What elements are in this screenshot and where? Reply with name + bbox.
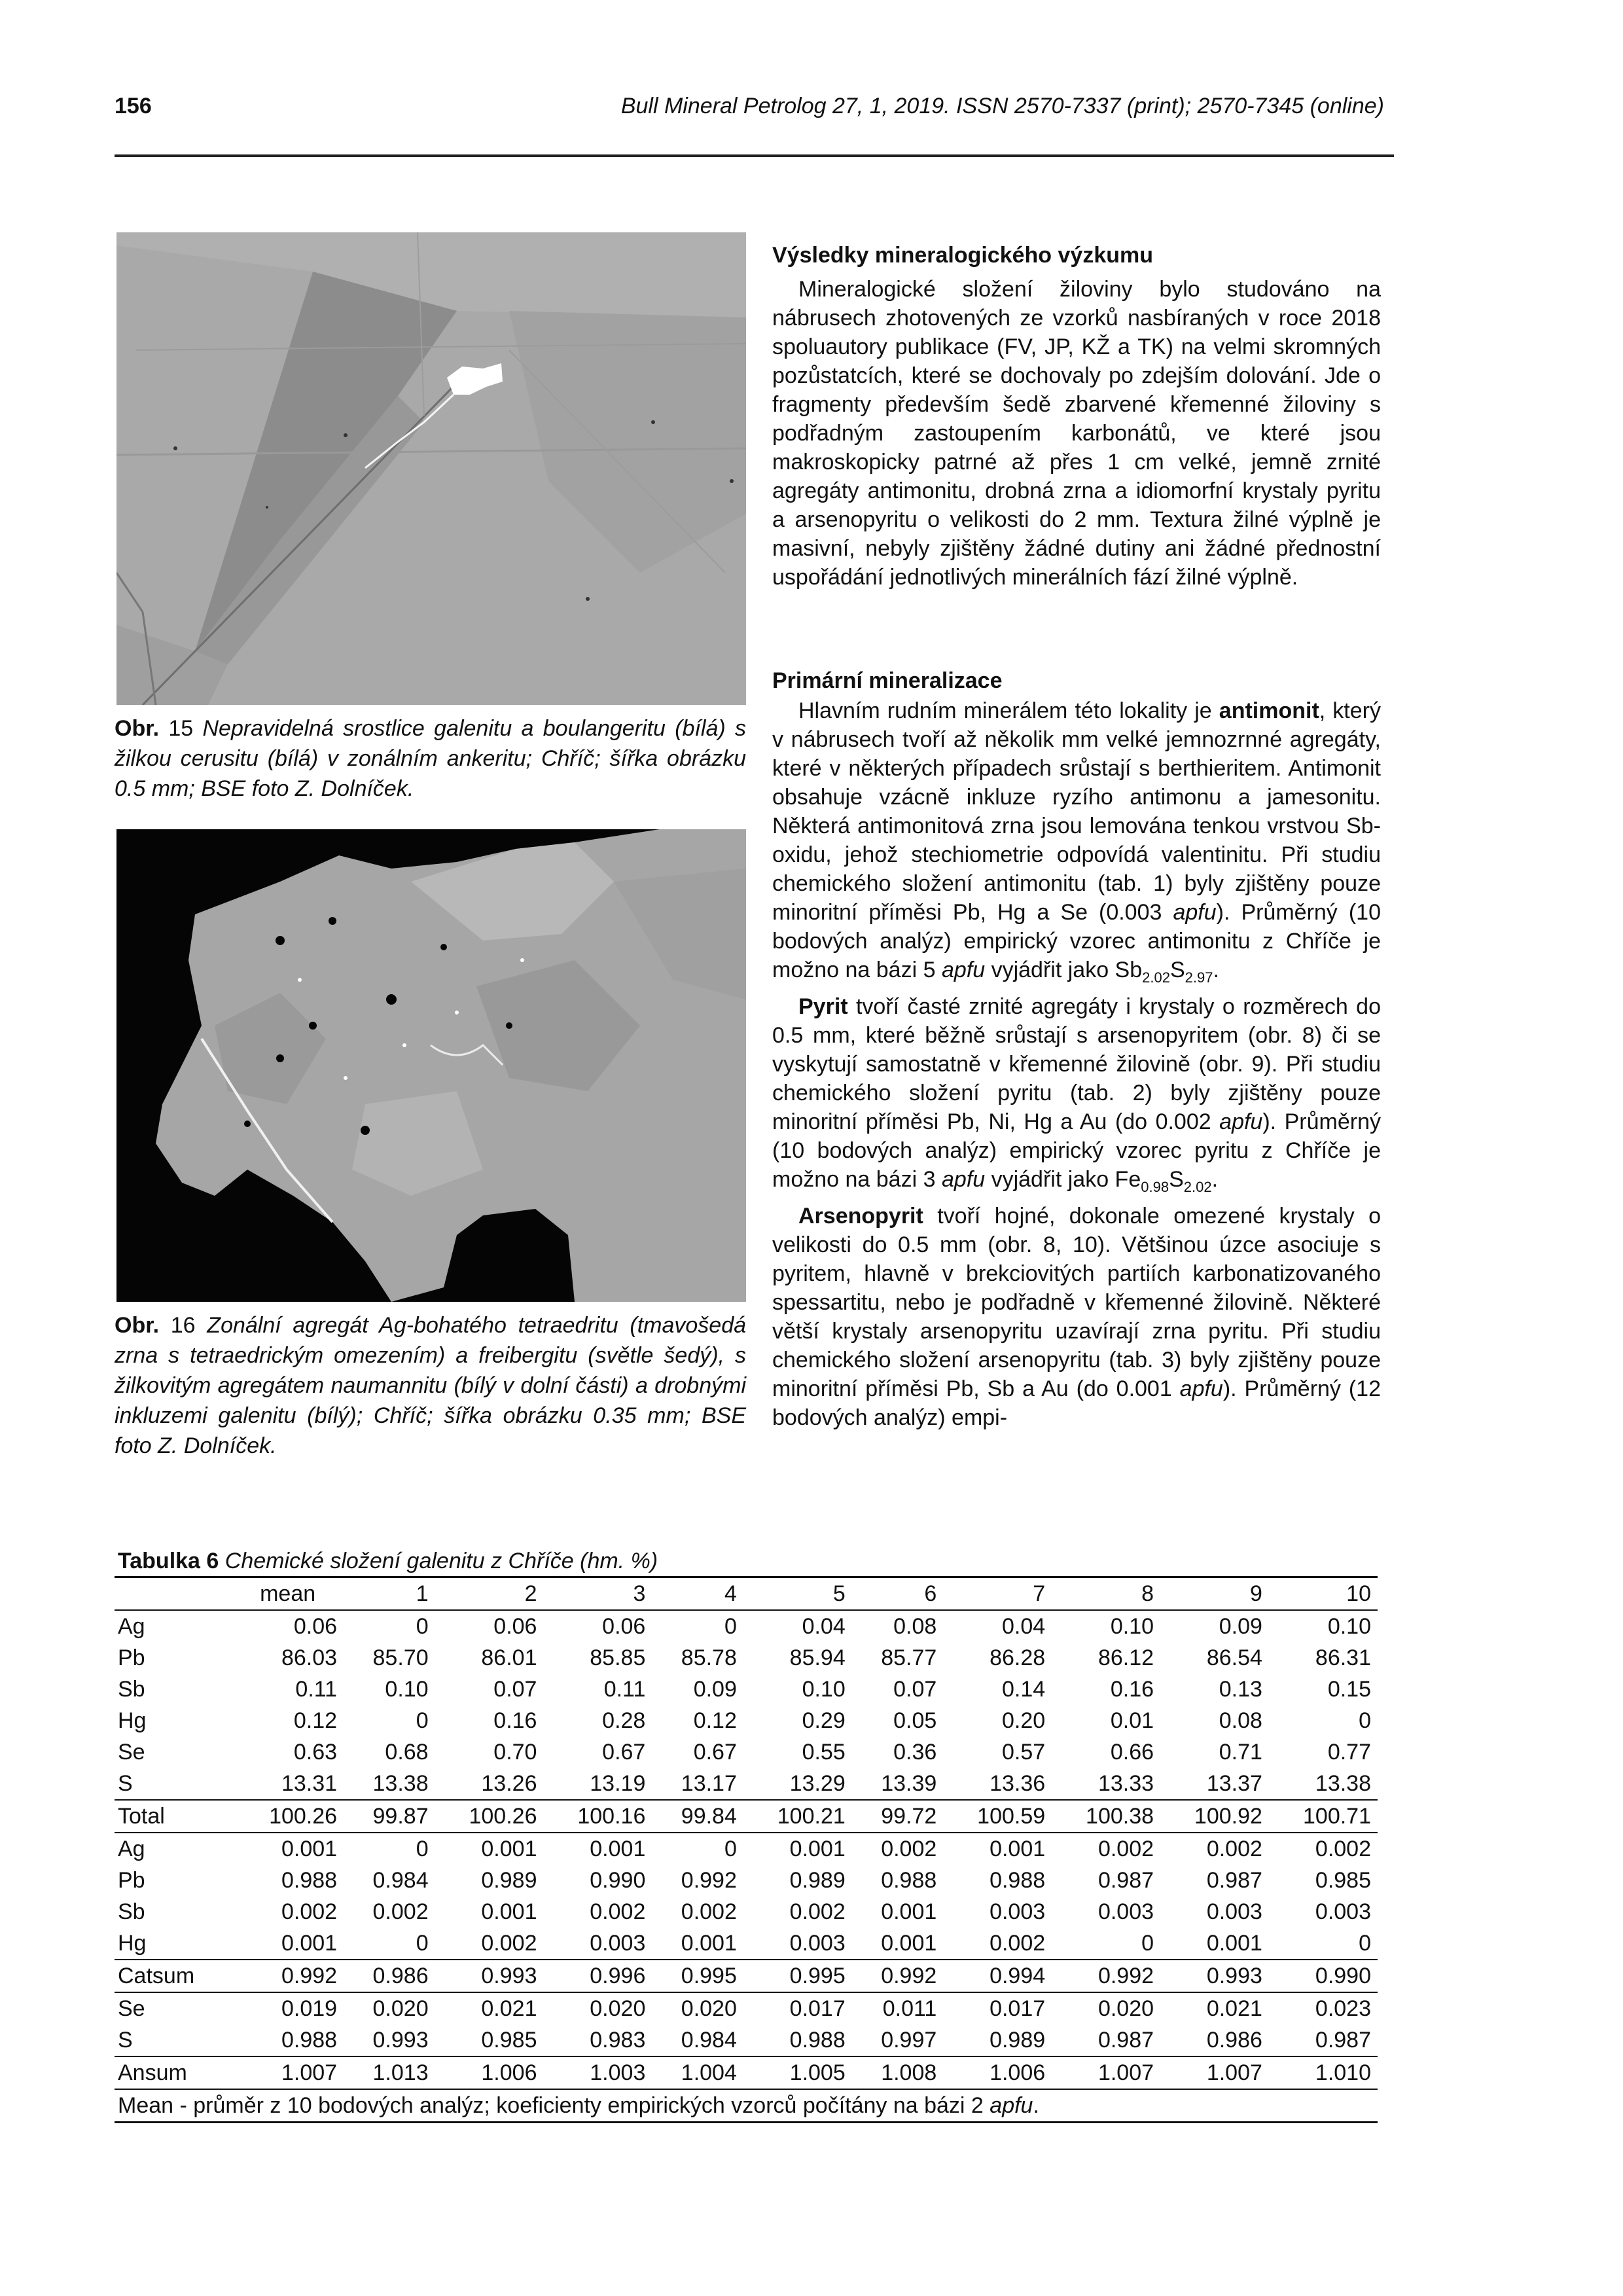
figure-16-caption-text: Zonální agregát Ag-bohatého tetraedritu (tmavošedá zrna s tetraedrickým omezením) a freibergitu (světle šedý), s žilkovitým agregátem naumannitu (bílý v dolní části) a drobnými inkluzemi galenitu (bílý); Chříč; šířka obrázku 0.35 mm; BSE foto Z. Dolníček. xyxy=(115,1313,747,1458)
primary-mineralization-section xyxy=(772,696,1381,1432)
table-cell: 0.09 xyxy=(693,1676,737,1702)
table-cell: 0.002 xyxy=(590,1899,646,1924)
table-row-label: S xyxy=(118,2027,133,2053)
table-cell: 100.26 xyxy=(235,1800,344,1833)
table-row xyxy=(115,1896,1378,1928)
table-row xyxy=(115,1928,1378,1960)
table-cell: 0.997 xyxy=(881,2027,937,2053)
table-cell: 0.993 xyxy=(435,1960,544,1992)
results-heading: Výsledky mineralogického výzkumu xyxy=(772,243,1154,268)
table-cell: 1.004 xyxy=(652,2056,743,2089)
journal-citation: Bull Mineral Petrolog 27, 1, 2019. ISSN 2570-7337 (print); 2570-7345 (online) xyxy=(620,94,1384,118)
table-cell: 13.33 xyxy=(1097,1770,1154,1796)
table-cell: 0.55 xyxy=(802,1739,846,1765)
table-cell: 13.38 xyxy=(1315,1770,1371,1796)
table-row xyxy=(115,2056,1378,2089)
table-6-label: Tabulka 6 xyxy=(118,1549,219,1573)
table-cell: 0.020 xyxy=(652,1992,743,2024)
table-cell: 0.11 xyxy=(295,1676,338,1702)
table-cell: 0.07 xyxy=(893,1676,937,1702)
table-header-cell: 10 xyxy=(1269,1577,1378,1611)
table-cell: 99.72 xyxy=(852,1800,944,1833)
table-cell: 0.003 xyxy=(789,1930,846,1956)
table-cell: 0.021 xyxy=(435,1992,544,2024)
table-cell: 0.017 xyxy=(943,1992,1052,2024)
table-cell: 0 xyxy=(416,1613,429,1639)
table-row xyxy=(115,1800,1378,1833)
table-cell: 86.12 xyxy=(1097,1645,1154,1670)
table-cell: 0.985 xyxy=(1315,1867,1371,1893)
table-cell: 0.07 xyxy=(493,1676,537,1702)
table-cell: 0.66 xyxy=(1110,1739,1154,1765)
table-cell: 86.54 xyxy=(1206,1645,1262,1670)
table-cell: 0.003 xyxy=(990,1899,1046,1924)
table-cell: 0.67 xyxy=(602,1739,646,1765)
page-number: 156 xyxy=(115,94,152,118)
table-row-label: Pb xyxy=(118,1867,145,1893)
table-cell: 0.10 xyxy=(385,1676,429,1702)
antimonit-term: antimonit xyxy=(1219,698,1319,723)
table-row xyxy=(115,1610,1378,1642)
table-cell: 0.12 xyxy=(693,1708,737,1733)
table-cell: 13.19 xyxy=(590,1770,646,1796)
table-cell: 0.09 xyxy=(1219,1613,1262,1639)
table-cell: 0.001 xyxy=(235,1833,344,1865)
table-cell: 0.020 xyxy=(543,1992,652,2024)
table-cell: 0.002 xyxy=(789,1899,846,1924)
table-cell: 1.010 xyxy=(1269,2056,1378,2089)
table-cell: 1.007 xyxy=(235,2056,344,2089)
table-cell: 0.28 xyxy=(602,1708,646,1733)
pyrit-paragraph: Pyrit tvoří časté zrnité agregáty i krystaly o rozměrech do 0.5 mm, které běžně srůstají s arsenopyritem (obr. 8) či se vyskytují samostatně v křemenné žilovině (obr. 9). Při studiu chemického složení pyritu (tab. 2) byly zjištěny pouze minoritní příměsi Pb, Ni, Hg a Au (do 0.002 apfu). Průměrný (10 bodových analýz) empirický vzorec pyritu z Chříče je možno na bázi 3 apfu vyjádřit jako $Fe_{0.98}S_{2.02}$. xyxy=(772,994,1382,1195)
table-cell: 0.003 xyxy=(590,1930,646,1956)
table-cell: 0.29 xyxy=(802,1708,846,1733)
table-cell: 13.38 xyxy=(372,1770,429,1796)
table-cell: 0.77 xyxy=(1327,1739,1371,1765)
table-cell: 0.08 xyxy=(1219,1708,1262,1733)
table-cell: 85.94 xyxy=(789,1645,846,1670)
table-row xyxy=(115,1865,1378,1896)
table-cell: 0.987 xyxy=(1206,1867,1262,1893)
table-cell: 1.013 xyxy=(344,2056,435,2089)
table-row xyxy=(115,1960,1378,1992)
table-row-label: Se xyxy=(115,1992,235,2024)
table-cell: 0.001 xyxy=(481,1899,537,1924)
table-row-label: Ag xyxy=(115,1833,235,1865)
table-cell: 0.002 xyxy=(281,1899,338,1924)
table-cell: 0.017 xyxy=(743,1992,852,2024)
table-row-label: Pb xyxy=(118,1645,145,1670)
table-cell: 13.31 xyxy=(281,1770,338,1796)
table-cell: 0.01 xyxy=(1110,1708,1154,1733)
table-row-label: Sb xyxy=(118,1676,145,1702)
table-cell: 0 xyxy=(652,1833,743,1865)
table-cell: 0.003 xyxy=(1315,1899,1371,1924)
table-row-label: Hg xyxy=(118,1708,147,1733)
table-cell: 0.988 xyxy=(881,1867,937,1893)
table-cell: 0.986 xyxy=(1206,2027,1262,2053)
table-header-cell: 3 xyxy=(543,1577,652,1611)
table-cell: 0.001 xyxy=(281,1930,338,1956)
table-cell: 0.989 xyxy=(789,1867,846,1893)
table-cell: 100.71 xyxy=(1269,1800,1378,1833)
table-cell: 0.10 xyxy=(802,1676,846,1702)
table-cell: 0 xyxy=(344,1833,435,1865)
table-cell: 0.10 xyxy=(1327,1613,1371,1639)
arsenopyrit-paragraph: Arsenopyrit tvoří hojné, dokonale omezené krystaly o velikosti do 0.5 mm (obr. 8, 10). Většinou úzce asociuje s pyritem, hlavně v brekciovitých partiích karbonatizovaného spessartitu, nebo je podřadně v křemenné žilovině. Některé větší krystaly arsenopyritu uzavírají zrna pyritu. Při studiu chemického složení arsenopyritu (tab. 3) byly zjištěny pouze minoritní příměsi Pb, Sb a Au (do 0.001 apfu). Průměrný (12 bodových analýz) empi- xyxy=(772,1204,1381,1430)
table-cell: 0.001 xyxy=(543,1833,652,1865)
table-cell: 0.11 xyxy=(603,1676,646,1702)
table-cell: 0.001 xyxy=(881,1899,937,1924)
table-cell: 0.988 xyxy=(281,1867,338,1893)
antimonit-paragraph: Hlavním rudním minerálem této lokality je antimonit, který v nábrusech tvoří až několik mm velké jemnozrnné agregáty, které v některých případech srůstají s berthieritem. Antimonit obsahuje vzácně inkluze ryzího antimonu a jamesonitu. Některá antimonitová zrna jsou lemována tenkou vrstvou Sb-oxidu, jehož stechiometrie odpovídá valentinitu. Při studiu chemického složení antimonitu (tab. 1) byly zjištěny pouze minoritní příměsi Pb, Hg a Se (0.003 apfu). Průměrný (10 bodových analýz) empirický vzorec antimonitu z Chříče je možno na bázi 5 apfu vyjádřit jako $Sb_{2.02}S_{2.97}$. xyxy=(772,698,1381,986)
table-cell: 0.984 xyxy=(372,1867,429,1893)
table-cell: 0.68 xyxy=(385,1739,429,1765)
table-cell: 0.986 xyxy=(344,1960,435,1992)
table-cell: 0.995 xyxy=(652,1960,743,1992)
table-cell: 0.996 xyxy=(543,1960,652,1992)
table-row xyxy=(115,1736,1378,1768)
table-cell: 0.987 xyxy=(1097,2027,1154,2053)
table-cell: 0.987 xyxy=(1315,2027,1371,2053)
table-6-title: Chemické složení galenitu z Chříče (hm. %) xyxy=(224,1549,658,1573)
table-cell: 85.85 xyxy=(590,1645,646,1670)
table-row-label: S xyxy=(118,1770,133,1796)
table-cell: 100.59 xyxy=(943,1800,1052,1833)
figure-15-caption-text: Nepravidelná srostlice galenitu a boulangeritu (bílá) s žilkou cerusitu (bílá) v zonálním ankeritu; Chříč; šířka obrázku 0.5 mm; BSE foto Z. Dolníček. xyxy=(115,716,746,801)
table-cell: 0.002 xyxy=(852,1833,944,1865)
table-row xyxy=(115,1768,1378,1800)
table-header-cell: 4 xyxy=(652,1577,743,1611)
table-cell: 100.26 xyxy=(435,1800,544,1833)
table-cell: 0.992 xyxy=(852,1960,944,1992)
table-cell: 0 xyxy=(1141,1930,1154,1956)
table-cell: 0 xyxy=(1359,1930,1371,1956)
table-cell: 13.17 xyxy=(681,1770,737,1796)
table-cell: 0.002 xyxy=(990,1930,1046,1956)
table-cell: 1.008 xyxy=(852,2056,944,2089)
table-cell: 1.007 xyxy=(1160,2056,1269,2089)
table-cell: 99.87 xyxy=(344,1800,435,1833)
figure-15-caption xyxy=(115,713,746,804)
table-cell: 0 xyxy=(416,1930,429,1956)
table-cell: 1.006 xyxy=(435,2056,544,2089)
results-section xyxy=(772,275,1381,592)
table-row-label: Sb xyxy=(118,1899,145,1924)
table-cell: 0.992 xyxy=(681,1867,737,1893)
table-cell: 1.003 xyxy=(543,2056,652,2089)
table-cell: 85.78 xyxy=(681,1645,737,1670)
table-cell: 13.37 xyxy=(1206,1770,1262,1796)
table-header-cell: mean xyxy=(235,1577,344,1611)
table-cell: 85.70 xyxy=(372,1645,429,1670)
table-cell: 0.002 xyxy=(1052,1833,1160,1865)
table-cell: 0 xyxy=(1359,1708,1371,1733)
pyrit-term: Pyrit xyxy=(798,994,848,1019)
table-cell: 0.003 xyxy=(1097,1899,1154,1924)
table-row xyxy=(115,1705,1378,1736)
table-cell: 0.05 xyxy=(893,1708,937,1733)
table-cell: 100.92 xyxy=(1160,1800,1269,1833)
table-cell: 0.023 xyxy=(1269,1992,1378,2024)
table-cell: 0.001 xyxy=(1206,1930,1262,1956)
table-cell: 0.002 xyxy=(681,1899,737,1924)
table-cell: 0.20 xyxy=(1001,1708,1046,1733)
table-cell: 0.13 xyxy=(1219,1676,1262,1702)
table-cell: 0.63 xyxy=(293,1739,338,1765)
table-6 xyxy=(115,1546,1378,2123)
table-cell: 0.983 xyxy=(590,2027,646,2053)
table-cell: 0.001 xyxy=(681,1930,737,1956)
table-note: Mean - průměr z 10 bodových analýz; koeficienty empirických vzorců počítány na bázi 2 apfu. xyxy=(115,2089,1378,2123)
table-cell: 1.005 xyxy=(743,2056,852,2089)
table-cell: 0.993 xyxy=(1160,1960,1269,1992)
table-cell: 86.03 xyxy=(281,1645,338,1670)
table-cell: 0.002 xyxy=(481,1930,537,1956)
table-cell: 13.29 xyxy=(789,1770,846,1796)
table-cell: 0.992 xyxy=(1052,1960,1160,1992)
table-cell: 0.57 xyxy=(1001,1739,1046,1765)
table-cell: 0.002 xyxy=(1269,1833,1378,1865)
table-note-row xyxy=(115,2089,1378,2123)
table-cell: 0.002 xyxy=(372,1899,429,1924)
table-cell: 0.019 xyxy=(235,1992,344,2024)
table-cell: 0.04 xyxy=(802,1613,846,1639)
table-row-label: Ansum xyxy=(115,2056,235,2089)
table-cell: 0.984 xyxy=(681,2027,737,2053)
results-paragraph: Mineralogické složení žiloviny bylo studováno na nábrusech zhotovených ze vzorků nasbíraných v roce 2018 spoluautory publikace (FV, JP, KŽ a TK) na velmi skromných pozůstatcích, které se dochovaly po zdejším dolování. Jde o fragmenty především šedě zbarvené křemenné žiloviny s podřadným zastoupením karbonátů, ve které jsou makroskopicky patrné až přes 1 cm velké, jemně zrnité agregáty antimonitu, drobná zrna a idiomorfní krystaly pyritu a arsenopyritu o velikosti do 2 mm. Textura žilné výplně je masivní, nebyly zjištěny žádné dutiny ani žádné přednostní uspořádání jednotlivých minerálních fází žilné výplně. xyxy=(772,277,1381,590)
table-cell: 0.16 xyxy=(1110,1676,1154,1702)
table-cell: 0.988 xyxy=(990,1867,1046,1893)
table-cell: 13.36 xyxy=(990,1770,1046,1796)
figure-16-label: Obr. xyxy=(115,1313,160,1338)
table-row xyxy=(115,1992,1378,2024)
table-cell: 0.001 xyxy=(881,1930,937,1956)
table-cell: 0.021 xyxy=(1160,1992,1269,2024)
table-cell: 0.988 xyxy=(789,2027,846,2053)
table-cell: 0.990 xyxy=(590,1867,646,1893)
table-cell: 0.12 xyxy=(293,1708,338,1733)
table-cell: 0.987 xyxy=(1097,1867,1154,1893)
figure-16-number: 16 xyxy=(170,1313,196,1338)
table-cell: 0.36 xyxy=(893,1739,937,1765)
table-cell: 99.84 xyxy=(652,1800,743,1833)
table-cell: 0.06 xyxy=(602,1613,646,1639)
table-cell: 0.020 xyxy=(344,1992,435,2024)
table-cell: 0.990 xyxy=(1269,1960,1378,1992)
table-cell: 85.77 xyxy=(881,1645,937,1670)
table-header-cell: 6 xyxy=(852,1577,944,1611)
table-cell: 0.011 xyxy=(852,1992,944,2024)
table-row xyxy=(115,2024,1378,2056)
figure-15-bse-photo xyxy=(116,232,746,705)
table-cell: 0.988 xyxy=(281,2027,338,2053)
table-cell: 0.71 xyxy=(1219,1739,1262,1765)
table-cell: 0.67 xyxy=(693,1739,737,1765)
table-cell: 100.21 xyxy=(743,1800,852,1833)
table-header-cell xyxy=(115,1577,235,1611)
figure-15-number: 15 xyxy=(168,716,194,741)
table-cell: 0.993 xyxy=(372,2027,429,2053)
table-cell: 1.006 xyxy=(943,2056,1052,2089)
table-cell: 86.01 xyxy=(481,1645,537,1670)
primary-mineralization-heading: Primární mineralizace xyxy=(772,668,1003,694)
arsenopyrit-term: Arsenopyrit xyxy=(798,1204,923,1229)
table-header-cell: 7 xyxy=(943,1577,1052,1611)
table-header-cell: 8 xyxy=(1052,1577,1160,1611)
table-cell: 0.06 xyxy=(493,1613,537,1639)
table-header-cell: 2 xyxy=(435,1577,544,1611)
table-cell: 13.26 xyxy=(481,1770,537,1796)
table-cell: 0.002 xyxy=(1160,1833,1269,1865)
table-row-label: Catsum xyxy=(115,1960,235,1992)
page-header xyxy=(115,88,1404,128)
table-cell: 0.16 xyxy=(493,1708,537,1733)
table-cell: 0.001 xyxy=(435,1833,544,1865)
galena-composition-table xyxy=(115,1576,1378,2123)
table-cell: 0.04 xyxy=(1001,1613,1046,1639)
table-row-label: Total xyxy=(115,1800,235,1833)
table-cell: 0 xyxy=(724,1613,737,1639)
table-cell: 0.001 xyxy=(743,1833,852,1865)
table-6-caption xyxy=(115,1546,1378,1576)
table-cell: 0.985 xyxy=(481,2027,537,2053)
table-cell: 0.989 xyxy=(990,2027,1046,2053)
table-row xyxy=(115,1642,1378,1674)
table-cell: 86.31 xyxy=(1315,1645,1371,1670)
table-cell: 0.08 xyxy=(893,1613,937,1639)
table-row xyxy=(115,1674,1378,1705)
table-cell: 0.995 xyxy=(743,1960,852,1992)
table-cell: 0.15 xyxy=(1327,1676,1371,1702)
table-cell: 0.020 xyxy=(1052,1992,1160,2024)
table-header-cell: 1 xyxy=(344,1577,435,1611)
table-header-cell: 5 xyxy=(743,1577,852,1611)
figure-16-bse-photo xyxy=(116,829,746,1302)
table-cell: 0.003 xyxy=(1206,1899,1262,1924)
table-row xyxy=(115,1833,1378,1865)
header-rule xyxy=(115,154,1394,157)
table-cell: 0.989 xyxy=(481,1867,537,1893)
table-cell: 1.007 xyxy=(1052,2056,1160,2089)
table-cell: 86.28 xyxy=(990,1645,1046,1670)
table-cell: 0 xyxy=(416,1708,429,1733)
table-header-row xyxy=(115,1577,1378,1611)
table-cell: 13.39 xyxy=(881,1770,937,1796)
table-cell: 100.16 xyxy=(543,1800,652,1833)
table-row-label: Hg xyxy=(118,1930,147,1956)
table-cell: 0.994 xyxy=(943,1960,1052,1992)
figure-15-label: Obr. xyxy=(115,716,160,741)
figure-16-caption xyxy=(115,1310,746,1461)
table-cell: 100.38 xyxy=(1052,1800,1160,1833)
table-header-cell: 9 xyxy=(1160,1577,1269,1611)
table-row-label: Se xyxy=(118,1739,145,1765)
table-cell: 0.992 xyxy=(235,1960,344,1992)
table-cell: 0.14 xyxy=(1001,1676,1046,1702)
table-cell: 0.10 xyxy=(1110,1613,1154,1639)
table-cell: 0.06 xyxy=(293,1613,338,1639)
table-row-label: Ag xyxy=(118,1613,145,1639)
table-cell: 0.001 xyxy=(943,1833,1052,1865)
table-cell: 0.70 xyxy=(493,1739,537,1765)
